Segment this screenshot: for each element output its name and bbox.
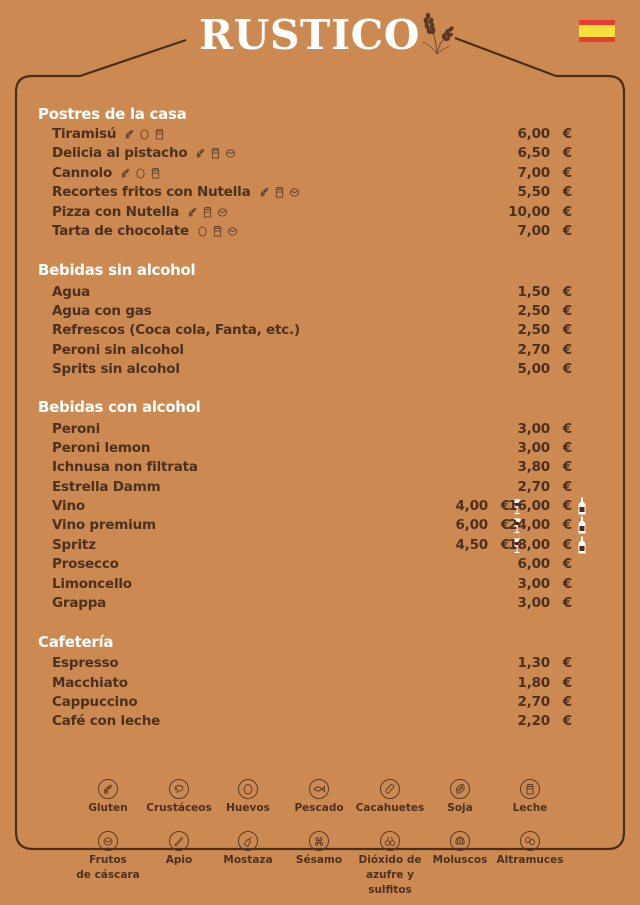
legend-gluten: Gluten <box>68 779 148 816</box>
menu-item <box>52 516 612 535</box>
section-title-bebidas-sin-alcohol: Bebidas sin alcohol <box>38 261 196 279</box>
item-price: 6,50 € <box>517 145 572 161</box>
item-name: Peroni sin alcohol <box>52 342 184 358</box>
legend-frutos-de-cascara: Frutos de cáscara <box>68 831 148 883</box>
menu-item <box>52 674 612 693</box>
menu-item <box>52 321 612 340</box>
menu-item <box>52 144 612 163</box>
legend-crustaceos: Crustáceos <box>139 779 219 816</box>
section-title-postres: Postres de la casa <box>38 105 187 123</box>
glass-price: 6,00 € <box>455 517 510 533</box>
menu-item <box>52 497 612 516</box>
item-name: Estrella Damm <box>52 479 161 495</box>
item-name: Peroni lemon <box>52 440 151 456</box>
menu-item <box>52 125 612 144</box>
item-price: 1,50 € <box>517 284 572 300</box>
milk-icon <box>210 147 221 159</box>
item-price: 2,20 € <box>517 713 572 729</box>
menu-item <box>52 575 612 594</box>
item-name: Macchiato <box>52 675 128 691</box>
menu-item <box>52 283 612 302</box>
nut-icon <box>98 831 118 851</box>
restaurant-title: RUSTICO <box>199 11 420 59</box>
mollusc-icon <box>450 831 470 851</box>
item-name: Ichnusa non filtrata <box>52 459 198 475</box>
legend-sesamo: Sésamo <box>279 831 359 868</box>
item-price: 6,00 € <box>517 556 572 572</box>
allergen-icons <box>124 128 165 140</box>
menu-item <box>52 222 612 241</box>
menu-item <box>52 458 612 477</box>
legend-pescado: Pescado <box>279 779 359 816</box>
menu-item <box>52 536 612 555</box>
menu-item <box>52 555 612 574</box>
menu-item <box>52 302 612 321</box>
milk-icon <box>212 225 223 237</box>
allergen-icons <box>259 186 300 198</box>
wine-bottle-icon <box>578 516 586 534</box>
gluten-icon <box>187 206 198 218</box>
menu-item <box>52 341 612 360</box>
gluten-icon <box>124 128 135 140</box>
egg-icon <box>135 167 146 179</box>
legend-moluscos: Moluscos <box>420 831 500 868</box>
item-name: Limoncello <box>52 576 132 592</box>
item-price: 1,30 € <box>517 655 572 671</box>
menu-item <box>52 439 612 458</box>
nut-icon <box>225 147 236 159</box>
section-title-cafeteria: Cafetería <box>38 633 114 651</box>
allergen-icons <box>120 167 161 179</box>
legend-leche: Leche <box>490 779 570 816</box>
item-name: Cannolo <box>52 165 113 181</box>
milk-icon <box>202 206 213 218</box>
item-price: 10,00 € <box>508 204 572 220</box>
menu-item <box>52 654 612 673</box>
item-name: Pizza con Nutella <box>52 204 180 220</box>
item-price: 3,80 € <box>517 459 572 475</box>
legend-sulfitos: Dióxido de azufre y sulfitos <box>350 831 430 898</box>
legend-cacahuetes: Cacahuetes <box>350 779 430 816</box>
nut-icon <box>217 206 228 218</box>
item-price: 5,50 € <box>517 184 572 200</box>
menu-item <box>52 478 612 497</box>
item-name: Tiramisú <box>52 126 117 142</box>
wine-bottle-icon <box>578 536 586 554</box>
item-price: 18,00 € <box>508 537 572 553</box>
legend-mostaza: Mostaza <box>208 831 288 868</box>
menu-item <box>52 164 612 183</box>
milk-icon <box>150 167 161 179</box>
peanut-icon <box>380 779 400 799</box>
item-price: 2,50 € <box>517 303 572 319</box>
menu-item <box>52 693 612 712</box>
item-price: 3,00 € <box>517 576 572 592</box>
item-name: Peroni <box>52 421 101 437</box>
section-title-bebidas-con-alcohol: Bebidas con alcohol <box>38 398 201 416</box>
item-name: Espresso <box>52 655 119 671</box>
wheat-logo-icon <box>416 10 458 56</box>
legend-apio: Apio <box>139 831 219 868</box>
item-price: 2,50 € <box>517 322 572 338</box>
legend-soja: Soja <box>420 779 500 816</box>
egg-icon <box>139 128 150 140</box>
item-price: 5,00 € <box>517 361 572 377</box>
item-price: 2,70 € <box>517 694 572 710</box>
egg-icon <box>197 225 208 237</box>
mustard-icon <box>238 831 258 851</box>
milk-icon <box>154 128 165 140</box>
nut-icon <box>289 186 300 198</box>
item-price: 7,00 € <box>517 165 572 181</box>
item-name: Vino <box>52 498 85 514</box>
item-name: Recortes fritos con Nutella <box>52 184 251 200</box>
item-price: 7,00 € <box>517 223 572 239</box>
legend-huevos: Huevos <box>208 779 288 816</box>
fish-icon <box>309 779 329 799</box>
sulphites-icon <box>380 831 400 851</box>
item-name: Café con leche <box>52 713 161 729</box>
menu-item <box>52 360 612 379</box>
item-price: 2,70 € <box>517 479 572 495</box>
menu-item <box>52 203 612 222</box>
allergen-icons <box>197 225 238 237</box>
menu-item <box>52 594 612 613</box>
item-price: 2,70 € <box>517 342 572 358</box>
item-name: Cappuccino <box>52 694 138 710</box>
item-name: Agua con gas <box>52 303 152 319</box>
wheat-icon <box>98 779 118 799</box>
item-name: Prosecco <box>52 556 119 572</box>
menu-item <box>52 420 612 439</box>
shrimp-icon <box>169 779 189 799</box>
soy-icon <box>450 779 470 799</box>
item-name: Tarta de chocolate <box>52 223 189 239</box>
allergen-icons <box>195 147 236 159</box>
item-name: Delicia al pistacho <box>52 145 188 161</box>
glass-price: 4,50 € <box>455 537 510 553</box>
egg-icon <box>238 779 258 799</box>
milk-icon <box>520 779 540 799</box>
menu-item <box>52 712 612 731</box>
glass-price: 4,00 € <box>455 498 510 514</box>
item-name: Vino premium <box>52 517 156 533</box>
sesame-icon <box>309 831 329 851</box>
gluten-icon <box>120 167 131 179</box>
item-price: 3,00 € <box>517 440 572 456</box>
lupin-icon <box>520 831 540 851</box>
milk-icon <box>274 186 285 198</box>
item-price: 24,00 € <box>508 517 572 533</box>
item-price: 16,00 € <box>508 498 572 514</box>
item-price: 3,00 € <box>517 421 572 437</box>
item-name: Sprits sin alcohol <box>52 361 180 377</box>
menu-item <box>52 183 612 202</box>
item-price: 3,00 € <box>517 595 572 611</box>
item-price: 6,00 € <box>517 126 572 142</box>
language-flag-spain[interactable] <box>579 20 615 42</box>
item-name: Grappa <box>52 595 107 611</box>
item-price: 1,80 € <box>517 675 572 691</box>
item-name: Spritz <box>52 537 96 553</box>
gluten-icon <box>195 147 206 159</box>
allergen-icons <box>187 206 228 218</box>
celery-icon <box>169 831 189 851</box>
wine-bottle-icon <box>578 497 586 515</box>
nut-icon <box>227 225 238 237</box>
item-name: Agua <box>52 284 91 300</box>
legend-altramuces: Altramuces <box>490 831 570 868</box>
item-name: Refrescos (Coca cola, Fanta, etc.) <box>52 322 300 338</box>
gluten-icon <box>259 186 270 198</box>
